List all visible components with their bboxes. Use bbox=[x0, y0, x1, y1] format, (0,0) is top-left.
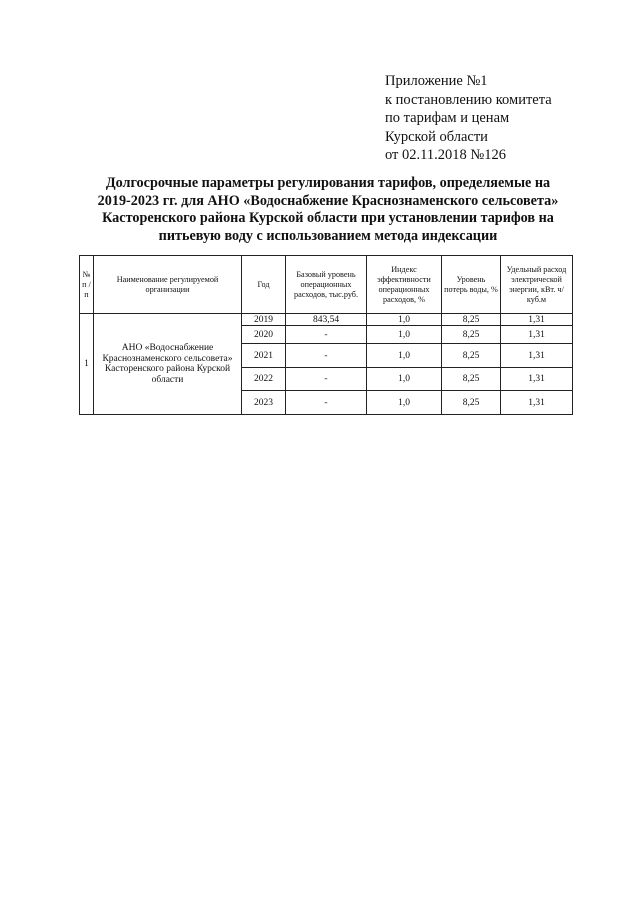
header-row bbox=[80, 256, 573, 314]
header-base-level: Базовый уровень операционных расходов, тыс.руб. bbox=[286, 256, 367, 314]
cell-base-level: - bbox=[286, 368, 367, 391]
header-efficiency-index: Индекс эффективности операционных расходов, % bbox=[367, 256, 442, 314]
header-year: Год bbox=[242, 256, 286, 314]
document-title bbox=[78, 175, 578, 245]
cell-energy-rate: 1,31 bbox=[501, 314, 573, 326]
appendix-block bbox=[385, 72, 552, 165]
header-energy-rate: Удельный расход электрической энергии, кВт. ч/куб.м bbox=[501, 256, 573, 314]
cell-water-loss: 8,25 bbox=[442, 314, 501, 326]
appendix-line: Приложение №1 bbox=[385, 73, 488, 89]
row-number: 1 bbox=[80, 314, 94, 415]
table-row bbox=[80, 314, 573, 326]
title-line: питьевую воду с использованием метода индексации bbox=[158, 227, 498, 244]
cell-energy-rate: 1,31 bbox=[501, 344, 573, 368]
cell-year: 2020 bbox=[242, 326, 286, 344]
cell-water-loss: 8,25 bbox=[442, 391, 501, 415]
cell-water-loss: 8,25 bbox=[442, 344, 501, 368]
cell-base-level: - bbox=[286, 391, 367, 415]
appendix-line: к постановлению комитета bbox=[385, 91, 552, 108]
cell-efficiency-index: 1,0 bbox=[367, 344, 442, 368]
title-line: 2019-2023 гг. для АНО «Водоснабжение Краснознаменского сельсовета» bbox=[97, 192, 559, 209]
cell-water-loss: 8,25 bbox=[442, 326, 501, 344]
tariff-parameters-table bbox=[79, 255, 573, 415]
cell-efficiency-index: 1,0 bbox=[367, 314, 442, 326]
cell-year: 2021 bbox=[242, 344, 286, 368]
appendix-line: от 02.11.2018 №126 bbox=[385, 147, 506, 163]
title-line: Долгосрочные параметры регулирования тарифов, определяемые на bbox=[105, 175, 551, 191]
cell-efficiency-index: 1,0 bbox=[367, 326, 442, 344]
cell-efficiency-index: 1,0 bbox=[367, 391, 442, 415]
cell-base-level: - bbox=[286, 344, 367, 368]
cell-base-level: - bbox=[286, 326, 367, 344]
cell-efficiency-index: 1,0 bbox=[367, 368, 442, 391]
cell-year: 2023 bbox=[242, 391, 286, 415]
cell-base-level: 843,54 bbox=[286, 314, 367, 326]
cell-water-loss: 8,25 bbox=[442, 368, 501, 391]
appendix-line: Курской области bbox=[385, 128, 488, 145]
appendix-line: по тарифам и ценам bbox=[385, 110, 510, 126]
cell-energy-rate: 1,31 bbox=[501, 368, 573, 391]
header-org: Наименование регулируемой организации bbox=[94, 256, 242, 314]
cell-energy-rate: 1,31 bbox=[501, 391, 573, 415]
title-line: Касторенского района Курской области при установлении тарифов на bbox=[102, 210, 554, 226]
header-num: № п / п bbox=[80, 256, 94, 314]
cell-energy-rate: 1,31 bbox=[501, 326, 573, 344]
cell-year: 2022 bbox=[242, 368, 286, 391]
cell-year: 2019 bbox=[242, 314, 286, 326]
header-water-loss: Уровень потерь воды, % bbox=[442, 256, 501, 314]
organization-name: АНО «Водоснабжение Краснознаменского сельсовета» Касторенского района Курской области bbox=[94, 314, 242, 415]
